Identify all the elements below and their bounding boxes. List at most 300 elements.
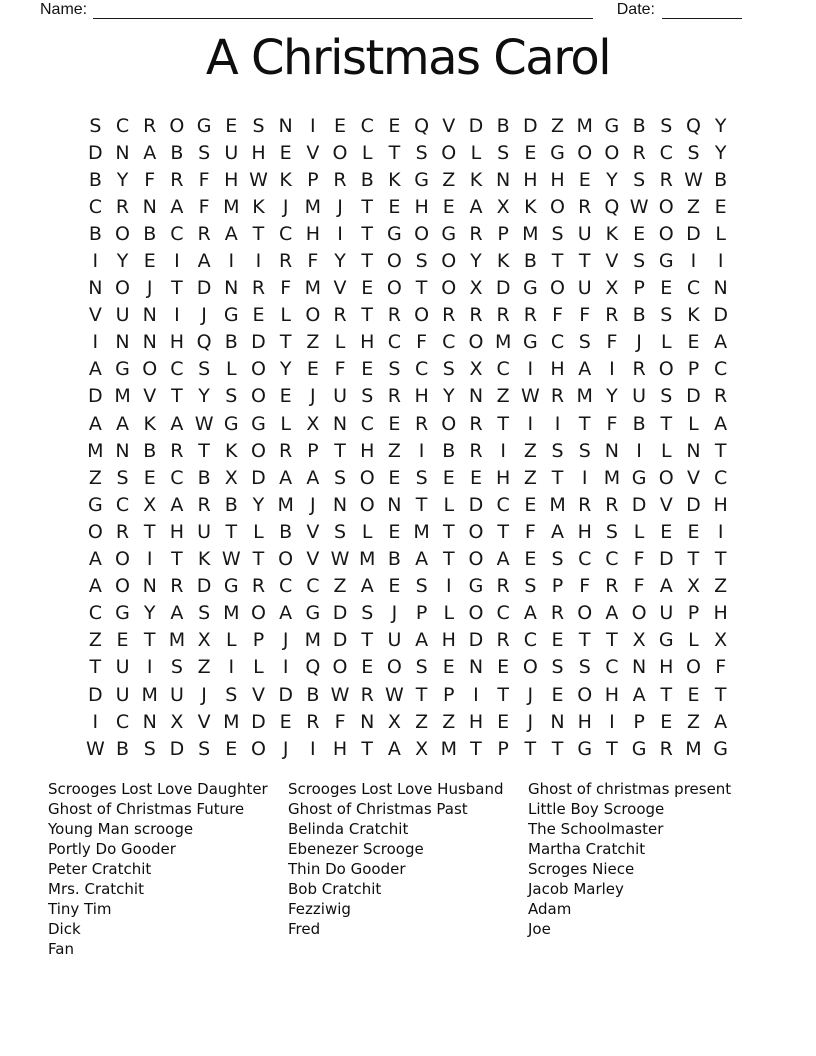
grid-cell: T [606, 629, 618, 652]
grid-cell: E [143, 466, 156, 489]
grid-cell: G [387, 222, 402, 245]
grid-cell: A [714, 331, 728, 354]
grid-row [82, 600, 735, 627]
grid-cell: I [473, 683, 479, 706]
grid-row [82, 329, 735, 356]
word-list-item: Little Boy Scrooge [528, 800, 665, 818]
grid-cell: T [225, 520, 238, 543]
grid-cell: A [88, 575, 102, 598]
grid-cell: O [115, 548, 131, 571]
grid-cell: J [527, 710, 534, 733]
grid-cell: Y [279, 358, 292, 381]
grid-cell: E [388, 412, 401, 435]
grid-cell: M [304, 195, 322, 218]
grid-cell: E [551, 683, 564, 706]
grid-cell: S [388, 358, 401, 381]
grid-cell: P [687, 358, 700, 381]
grid-cell: R [414, 412, 429, 435]
grid-cell: P [497, 737, 509, 760]
grid-cell: H [251, 141, 266, 164]
grid-cell: C [605, 656, 619, 679]
word-list-column [48, 779, 288, 959]
grid-cell: D [196, 277, 212, 300]
grid-cell: G [441, 222, 457, 245]
grid-cell: C [496, 493, 510, 516]
grid-cell: Z [442, 168, 456, 191]
grid-cell: Y [116, 168, 129, 191]
grid-cell: I [636, 439, 642, 462]
grid-cell: U [169, 683, 184, 706]
grid-cell: D [169, 737, 185, 760]
grid-cell: E [388, 575, 401, 598]
grid-cell: O [414, 304, 430, 327]
grid-cell: N [115, 331, 130, 354]
grid-cell: C [170, 466, 184, 489]
grid-cell: T [198, 439, 210, 462]
grid-cell: H [169, 331, 185, 354]
grid-cell: S [415, 141, 428, 164]
grid-cell: S [334, 520, 347, 543]
grid-cell: D [251, 710, 266, 733]
grid-cell: J [636, 331, 642, 354]
grid-cell: X [714, 629, 728, 652]
grid-cell: T [361, 222, 374, 245]
grid-cell: S [225, 385, 238, 408]
word-list-item: Bob Cratchit [288, 880, 382, 898]
grid-row [82, 573, 735, 600]
name-date-row [40, 1, 742, 19]
grid-cell: F [524, 520, 536, 543]
grid-cell: O [386, 250, 402, 273]
grid-cell: X [224, 466, 238, 489]
grid-cell: T [171, 385, 183, 408]
grid-cell: G [115, 602, 130, 625]
grid-cell: T [660, 683, 673, 706]
grid-row [82, 193, 735, 220]
grid-cell: D [686, 222, 701, 245]
grid-cell: J [146, 277, 153, 300]
grid-cell: Z [523, 439, 537, 462]
grid-cell: D [631, 493, 647, 516]
grid-cell: A [279, 466, 293, 489]
grid-cell: N [142, 575, 157, 598]
grid-cell: K [225, 439, 238, 462]
grid-cell: S [334, 466, 347, 489]
grid-cell: F [280, 277, 292, 300]
grid-cell: L [470, 141, 482, 164]
grid-cell: T [524, 737, 537, 760]
grid-cell: B [224, 493, 238, 516]
grid-cell: S [524, 575, 537, 598]
grid-cell: S [551, 656, 564, 679]
grid-cell: I [92, 331, 99, 354]
grid-cell: R [251, 277, 266, 300]
grid-row [82, 681, 735, 708]
word-list-item: Tiny Tim [48, 900, 112, 918]
word-list-item: Jacob Marley [528, 880, 624, 898]
grid-cell: T [361, 629, 374, 652]
grid-cell: R [632, 358, 646, 381]
grid-cell: H [224, 168, 239, 191]
grid-cell: B [170, 141, 184, 164]
grid-cell: W [629, 195, 649, 218]
grid-cell: S [687, 141, 700, 164]
grid-cell: E [687, 520, 700, 543]
grid-cell: G [414, 168, 429, 191]
grid-cell: E [279, 710, 292, 733]
grid-cell: T [660, 412, 673, 435]
grid-cell: S [361, 602, 374, 625]
grid-row [82, 546, 735, 573]
word-list-column [288, 779, 528, 959]
grid-cell: E [334, 114, 347, 137]
grid-cell: N [278, 114, 293, 137]
grid-cell: E [497, 656, 510, 679]
grid-cell: D [251, 466, 266, 489]
grid-cell: N [550, 710, 565, 733]
grid-cell: G [658, 629, 674, 652]
grid-cell: I [174, 250, 180, 273]
grid-cell: Z [523, 466, 537, 489]
grid-cell: T [415, 493, 428, 516]
word-list-item: Martha Cratchit [528, 840, 646, 858]
grid-cell: S [198, 358, 211, 381]
grid-cell: G [223, 575, 239, 598]
grid-cell: R [251, 575, 266, 598]
grid-cell: S [551, 548, 564, 571]
word-list-item: Fan [48, 940, 74, 958]
grid-cell: O [441, 141, 457, 164]
grid-row [82, 383, 735, 410]
grid-cell: A [88, 412, 102, 435]
grid-cell: F [579, 575, 591, 598]
grid-cell: S [143, 737, 156, 760]
grid-cell: T [687, 548, 700, 571]
grid-cell: W [85, 737, 105, 760]
grid-cell: O [631, 602, 647, 625]
grid-cell: R [442, 304, 456, 327]
grid-cell: I [500, 439, 506, 462]
grid-cell: E [660, 710, 673, 733]
grid-cell: L [633, 520, 645, 543]
grid-cell: T [171, 277, 183, 300]
grid-row [82, 437, 735, 464]
grid-cell: S [660, 385, 673, 408]
grid-cell: L [660, 439, 672, 462]
grid-cell: G [196, 114, 212, 137]
grid-cell: D [88, 141, 103, 164]
grid-cell: V [659, 493, 673, 516]
grid-cell: Y [143, 602, 156, 625]
grid-cell: T [578, 412, 591, 435]
grid-cell: H [550, 358, 565, 381]
grid-cell: R [605, 493, 619, 516]
grid-cell: G [713, 737, 729, 760]
grid-cell: L [443, 493, 455, 516]
grid-cell: I [527, 358, 534, 381]
word-list-item: Thin Do Gooder [288, 860, 406, 878]
grid-cell: A [496, 548, 510, 571]
grid-cell: Q [604, 195, 620, 218]
grid-cell: O [685, 656, 701, 679]
grid-cell: D [332, 602, 348, 625]
grid-cell: K [605, 222, 619, 245]
word-list-item: Dick [48, 920, 81, 938]
grid-cell: U [659, 602, 674, 625]
grid-cell: E [633, 222, 646, 245]
grid-cell: J [391, 602, 398, 625]
grid-cell: N [332, 412, 348, 435]
grid-cell: T [415, 683, 428, 706]
grid-cell: R [469, 222, 483, 245]
grid-cell: O [604, 141, 620, 164]
grid-cell: S [633, 250, 646, 273]
grid-cell: O [359, 493, 375, 516]
word-list-item: The Schoolmaster [528, 820, 664, 838]
grid-cell: S [89, 114, 102, 137]
grid-cell: O [468, 331, 484, 354]
grid-cell: B [88, 222, 102, 245]
grid-cell: C [306, 575, 320, 598]
grid-cell: I [717, 250, 724, 273]
grid-cell: K [469, 168, 483, 191]
word-list-item: Scrooges Lost Love Husband [288, 780, 504, 798]
grid-cell: R [659, 168, 673, 191]
grid-cell: O [87, 520, 103, 543]
grid-cell: E [469, 466, 482, 489]
grid-row [82, 410, 735, 437]
grid-cell: F [334, 358, 346, 381]
grid-cell: T [252, 222, 265, 245]
grid-cell: Y [116, 250, 129, 273]
grid-cell: R [605, 304, 619, 327]
grid-cell: X [469, 277, 483, 300]
grid-cell: W [221, 548, 241, 571]
grid-cell: N [468, 656, 484, 679]
grid-cell: F [633, 575, 645, 598]
grid-cell: O [250, 385, 266, 408]
grid-cell: Z [496, 385, 510, 408]
grid-cell: O [250, 737, 266, 760]
grid-cell: R [469, 304, 483, 327]
grid-cell: D [468, 493, 484, 516]
grid-cell: L [334, 331, 346, 354]
grid-cell: E [116, 629, 129, 652]
word-list-item: Fezziwig [288, 900, 351, 918]
grid-cell: W [194, 412, 214, 435]
grid-cell: R [333, 304, 347, 327]
grid-cell: E [252, 304, 265, 327]
grid-cell: B [442, 439, 456, 462]
grid-cell: U [224, 141, 239, 164]
grid-cell: A [387, 737, 401, 760]
grid-cell: Z [442, 710, 456, 733]
grid-cell: H [414, 195, 429, 218]
grid-cell: G [251, 412, 266, 435]
grid-cell: N [604, 439, 620, 462]
grid-cell: J [201, 304, 207, 327]
grid-cell: S [578, 331, 591, 354]
grid-cell: Y [714, 114, 727, 137]
grid-cell: R [197, 222, 211, 245]
grid-cell: G [631, 466, 647, 489]
grid-cell: T [551, 466, 564, 489]
grid-cell: J [282, 629, 289, 652]
grid-cell: I [609, 358, 615, 381]
word-list-item: Portly Do Gooder [48, 840, 176, 858]
grid-cell: N [387, 493, 402, 516]
grid-cell: S [252, 114, 265, 137]
word-list-item: Adam [528, 900, 572, 918]
grid-cell: I [717, 520, 724, 543]
grid-cell: O [386, 277, 402, 300]
grid-row [82, 708, 735, 735]
grid-cell: A [632, 683, 646, 706]
grid-cell: S [415, 250, 428, 273]
grid-cell: T [497, 683, 509, 706]
grid-cell: Y [442, 385, 455, 408]
grid-cell: H [577, 520, 592, 543]
grid-cell: H [659, 656, 674, 679]
grid-cell: O [305, 304, 321, 327]
grid-cell: T [714, 548, 727, 571]
grid-cell: S [551, 439, 564, 462]
grid-cell: B [496, 114, 510, 137]
grid-cell: C [686, 277, 701, 300]
grid-cell: W [385, 683, 404, 706]
grid-cell: L [280, 412, 291, 435]
grid-cell: V [88, 304, 102, 327]
grid-cell: E [524, 548, 537, 571]
grid-cell: F [606, 331, 618, 354]
grid-cell: F [416, 331, 428, 354]
grid-cell: E [551, 629, 564, 652]
grid-cell: E [687, 683, 700, 706]
grid-cell: T [714, 683, 727, 706]
grid-cell: B [360, 168, 374, 191]
grid-cell: T [171, 548, 183, 571]
grid-cell: E [442, 195, 455, 218]
grid-cell: C [659, 141, 673, 164]
grid-cell: A [116, 412, 130, 435]
grid-cell: F [579, 304, 591, 327]
grid-cell: D [468, 629, 484, 652]
grid-cell: W [684, 168, 703, 191]
grid-cell: G [550, 141, 565, 164]
grid-cell: R [523, 304, 537, 327]
grid-cell: P [307, 439, 319, 462]
date-label: Date: [616, 1, 655, 18]
grid-cell: Q [685, 114, 701, 137]
grid-cell: V [306, 548, 320, 571]
grid-cell: O [577, 602, 593, 625]
grid-cell: V [197, 710, 211, 733]
grid-cell: X [143, 493, 157, 516]
grid-cell: O [468, 602, 484, 625]
grid-cell: H [332, 737, 348, 760]
grid-cell: M [413, 520, 430, 543]
grid-cell: E [687, 331, 700, 354]
grid-cell: B [387, 548, 401, 571]
grid-cell: T [606, 737, 618, 760]
grid-cell: M [522, 222, 539, 245]
grid-cell: S [170, 656, 183, 679]
word-list-item: Ghost of christmas present [528, 780, 732, 798]
grid-cell: U [115, 656, 130, 679]
grid-cell: T [714, 439, 727, 462]
grid-cell: O [658, 195, 674, 218]
grid-cell: P [633, 710, 645, 733]
grid-cell: E [442, 466, 455, 489]
grid-cell: Z [88, 466, 102, 489]
grid-cell: H [577, 710, 592, 733]
grid-cell: E [524, 493, 537, 516]
grid-cell: M [304, 277, 322, 300]
grid-cell: C [360, 412, 374, 435]
grid-cell: A [523, 602, 537, 625]
grid-cell: A [88, 548, 102, 571]
grid-cell: T [388, 141, 401, 164]
word-list-item: Scroges Niece [528, 860, 635, 878]
grid-cell: P [252, 629, 265, 652]
grid-cell: M [223, 195, 240, 218]
grid-cell: E [388, 195, 401, 218]
grid-row [82, 627, 735, 654]
grid-cell: L [361, 520, 373, 543]
grid-cell: O [441, 250, 457, 273]
grid-cell: U [577, 277, 592, 300]
grid-cell: U [387, 629, 402, 652]
grid-cell: I [418, 439, 425, 462]
grid-cell: R [306, 710, 320, 733]
grid-cell: C [414, 358, 429, 381]
grid-cell: I [690, 250, 697, 273]
grid-cell: T [361, 737, 374, 760]
grid-cell: R [578, 195, 592, 218]
name-label: Name: [40, 1, 88, 18]
grid-cell: G [604, 114, 620, 137]
grid-cell: V [306, 520, 320, 543]
grid-cell: I [310, 114, 316, 137]
grid-cell: X [632, 629, 646, 652]
grid-cell: L [253, 656, 264, 679]
grid-cell: C [496, 602, 510, 625]
grid-cell: G [468, 575, 484, 598]
grid-cell: H [414, 385, 429, 408]
grid-cell: M [494, 331, 512, 354]
grid-cell: N [115, 141, 130, 164]
grid-cell: S [415, 466, 428, 489]
grid-cell: M [440, 737, 457, 760]
grid-cell: R [659, 737, 673, 760]
grid-cell: J [282, 195, 289, 218]
grid-cell: T [497, 412, 509, 435]
grid-cell: T [497, 520, 509, 543]
grid-cell: S [497, 141, 510, 164]
grid-cell: N [686, 439, 701, 462]
grid-cell: T [143, 629, 156, 652]
grid-row [82, 356, 735, 383]
grid-cell: P [551, 575, 564, 598]
grid-cell: U [115, 683, 130, 706]
grid-cell: E [442, 656, 455, 679]
grid-cell: H [360, 439, 375, 462]
grid-cell: H [496, 466, 511, 489]
date-blank-line [662, 4, 742, 19]
word-lists [48, 779, 768, 959]
grid-cell: Z [387, 439, 401, 462]
grid-cell: B [143, 222, 157, 245]
